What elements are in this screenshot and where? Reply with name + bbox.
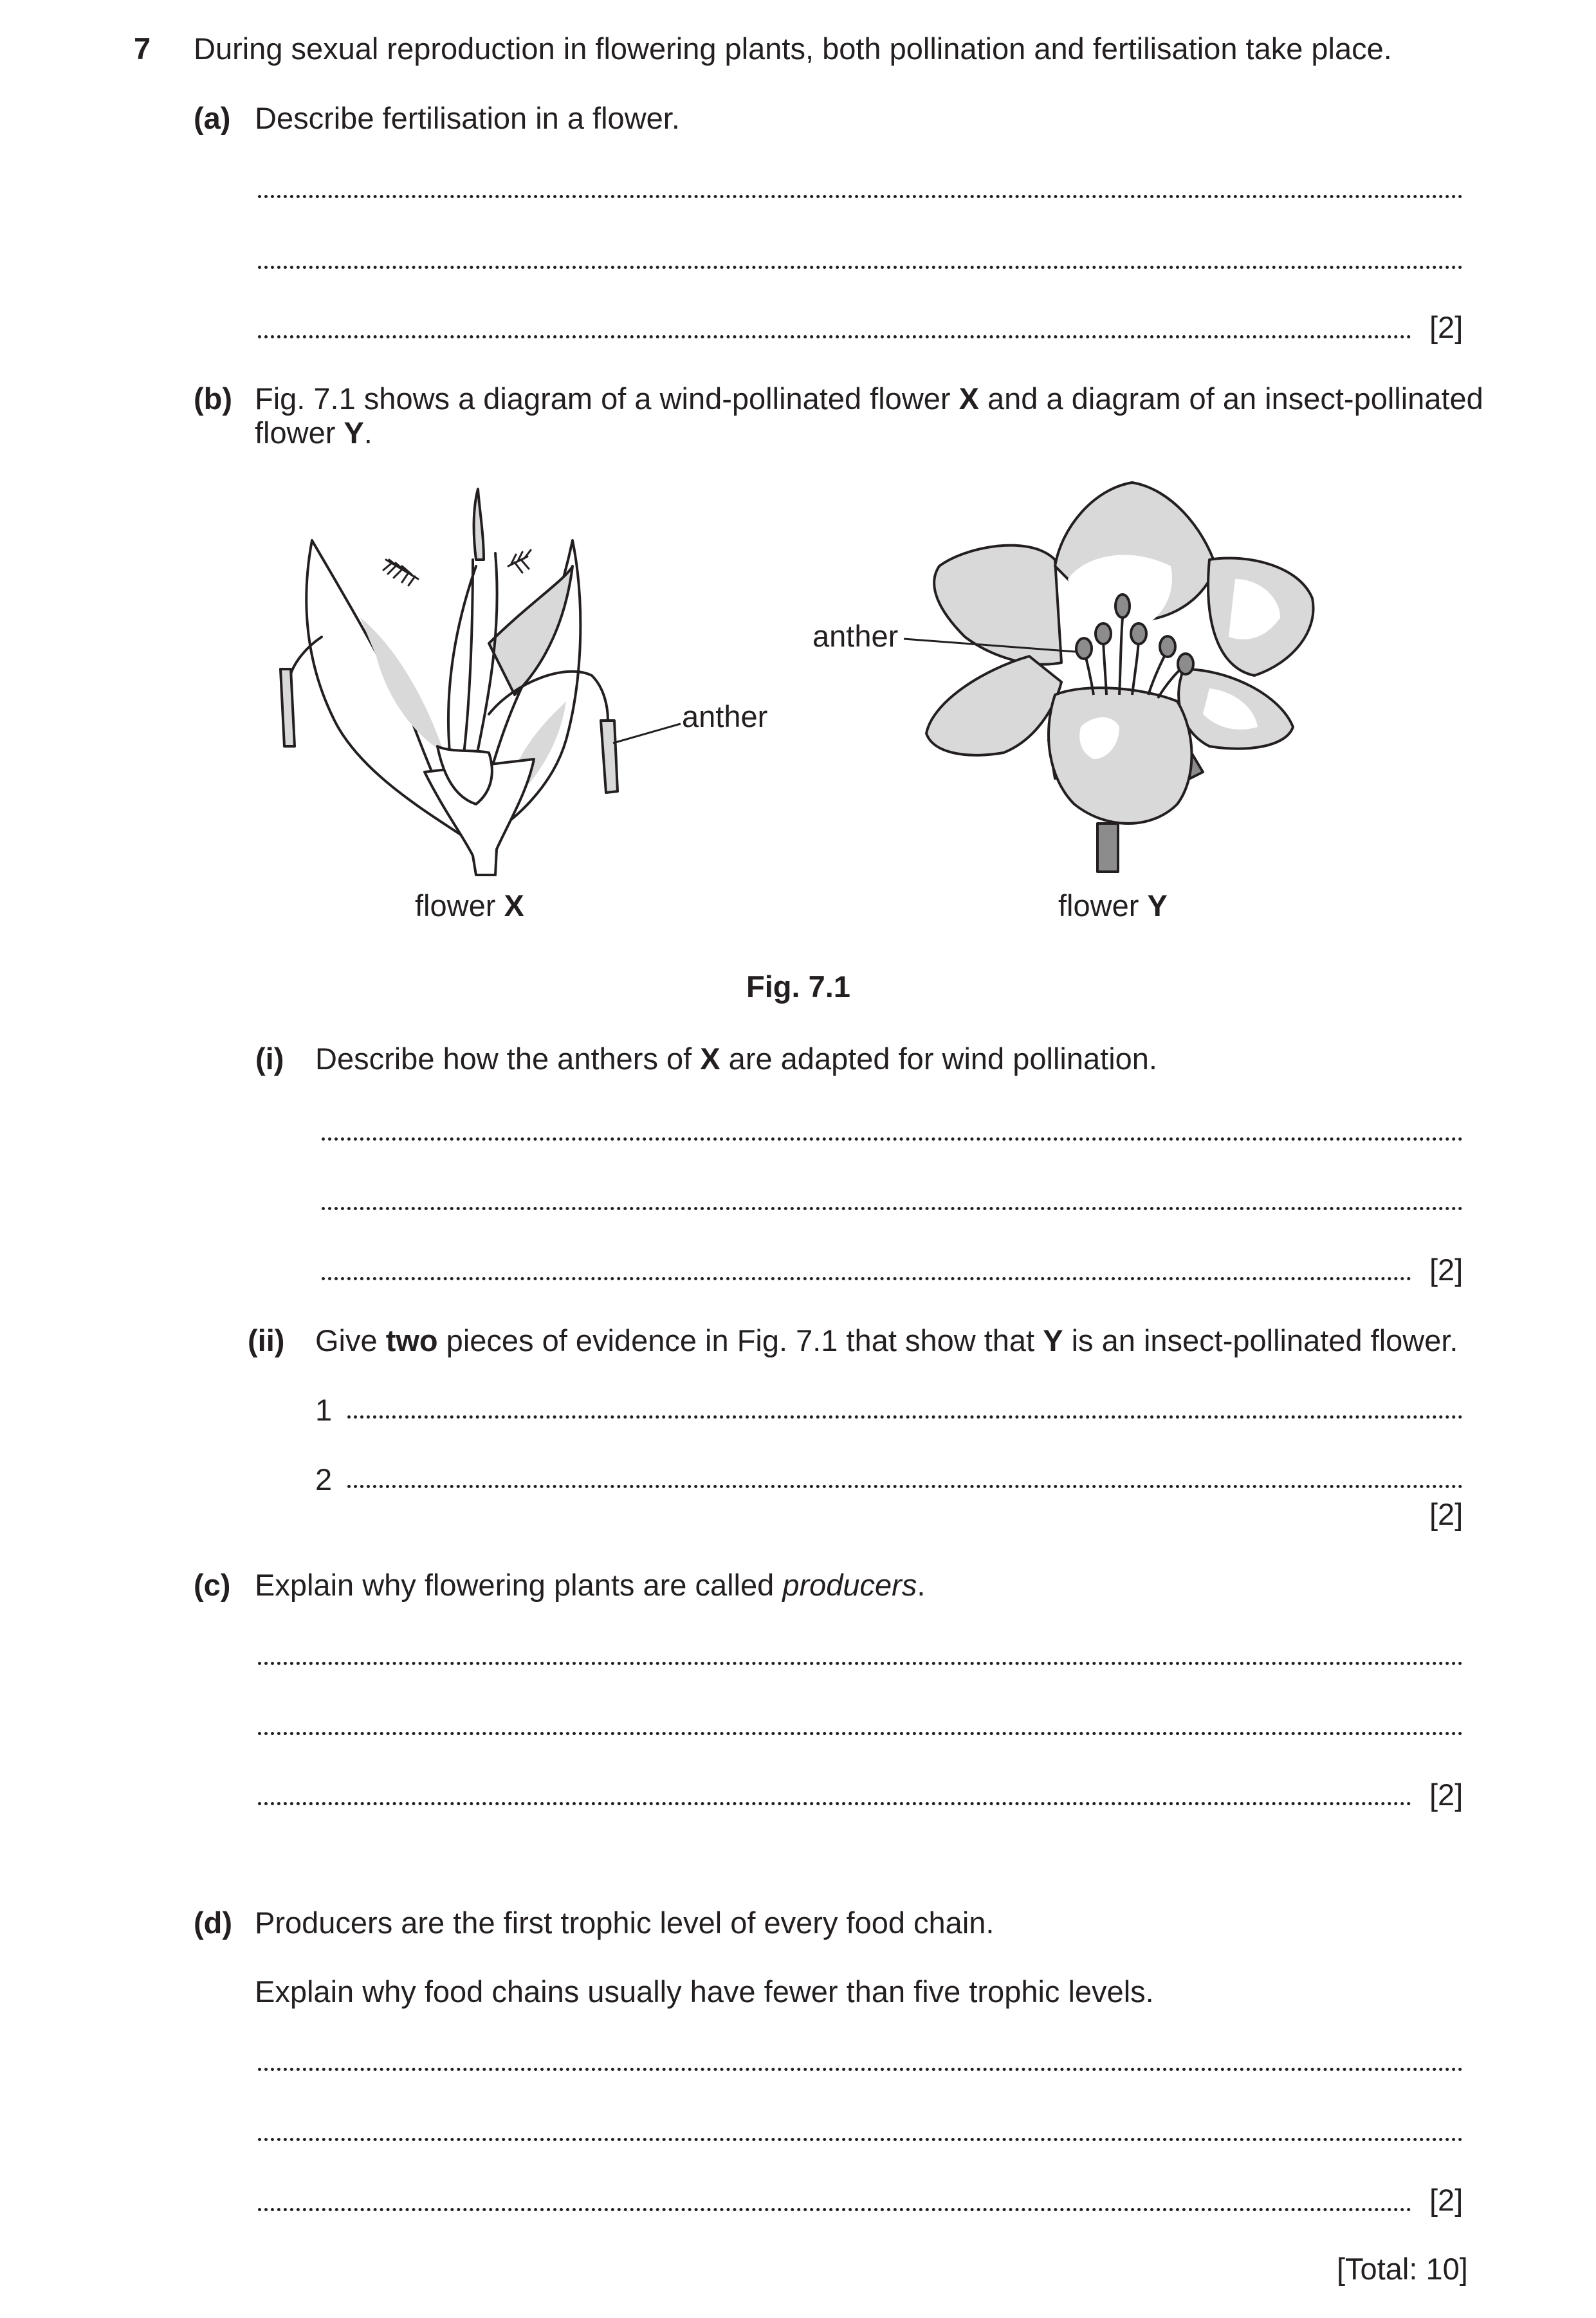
answer-line[interactable] — [258, 1802, 1411, 1805]
answer-line[interactable] — [258, 2138, 1463, 2141]
question-intro: During sexual reproduction in flowering plants, both pollination and fertilisation take place. — [194, 32, 1392, 66]
marks-label: [2] — [1429, 1497, 1463, 1531]
question-number: 7 — [134, 32, 151, 66]
part-a-label: (a) — [194, 101, 231, 135]
figure-7-1 — [0, 0, 1596, 1004]
answer-line[interactable] — [258, 2208, 1411, 2211]
sub-ii-label: (ii) — [248, 1323, 285, 1357]
total-marks: [Total: 10] — [1337, 2252, 1468, 2286]
anther-label-y: anther — [812, 619, 899, 653]
answer-line[interactable] — [347, 1485, 1463, 1488]
flower-x-label: flower X — [415, 888, 524, 923]
part-a-question: Describe fertilisation in a flower. — [255, 101, 680, 135]
answer-line[interactable] — [322, 1137, 1463, 1141]
answer-line[interactable] — [258, 2068, 1463, 2071]
flower-y-label: flower Y — [1058, 888, 1168, 923]
part-c-label: (c) — [194, 1568, 231, 1602]
part-b-label: (b) — [194, 382, 233, 416]
sub-i-question: Describe how the anthers of X are adapted for wind pollination. — [315, 1042, 1157, 1076]
answer-line[interactable] — [322, 1207, 1463, 1210]
answer-line[interactable] — [258, 1732, 1463, 1735]
answer-line[interactable] — [322, 1277, 1411, 1280]
answer-line[interactable] — [347, 1415, 1463, 1419]
part-d-question: Explain why food chains usually have fewer than five trophic levels. — [255, 1974, 1154, 2009]
evidence-number-1: 1 — [315, 1393, 333, 1427]
part-d-statement: Producers are the first trophic level of every food chain. — [255, 1906, 995, 1940]
sub-ii-question: Give two pieces of evidence in Fig. 7.1 that show that Y is an insect-pollinated flower. — [315, 1323, 1458, 1357]
anther-pointer-x — [613, 724, 681, 743]
marks-label: [2] — [1429, 310, 1463, 344]
flower-x-drawing — [280, 489, 618, 875]
part-c-question: Explain why flowering plants are called producers. — [255, 1568, 926, 1602]
sub-i-label: (i) — [255, 1042, 284, 1076]
part-b-question-line1: Fig. 7.1 shows a diagram of a wind-pollinated flower X and a diagram of an insect-pollinated — [255, 382, 1483, 416]
flower-y-drawing — [926, 483, 1314, 872]
marks-label: [2] — [1429, 1778, 1463, 1812]
part-b-question-line2: flower Y. — [255, 416, 372, 450]
anther-label-x: anther — [682, 699, 768, 733]
part-d-label: (d) — [194, 1906, 233, 1940]
answer-line[interactable] — [258, 1662, 1463, 1665]
figure-caption: Fig. 7.1 — [746, 970, 850, 1004]
marks-label: [2] — [1429, 2183, 1463, 2217]
marks-label: [2] — [1429, 1253, 1463, 1287]
evidence-number-2: 2 — [315, 1462, 333, 1496]
